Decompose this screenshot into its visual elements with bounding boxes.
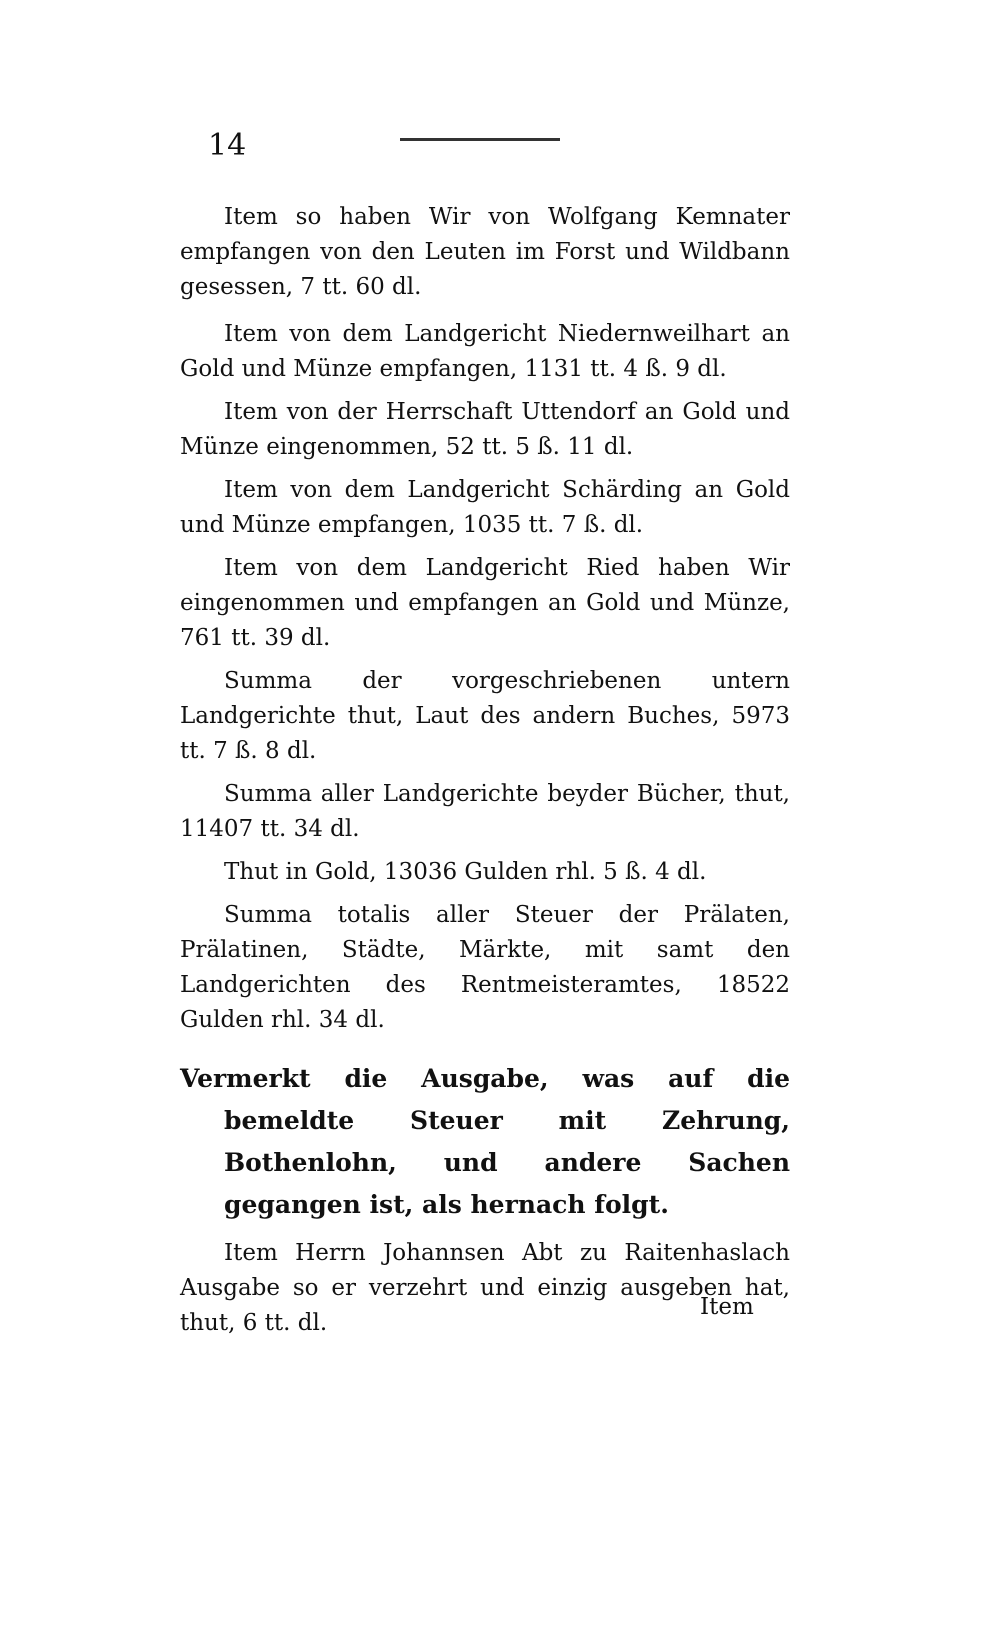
- paragraph-ried: Item von dem Landgericht Ried haben Wir eingenommen und empfangen an Gold und Münze, 761 tt. 39 dl.: [180, 555, 790, 651]
- paragraph-raitenhaslach: Item Herrn Johannsen Abt zu Raitenhaslach Ausgabe so er verzehrt und einzig ausgeben hat, thut, 6 tt. dl.: [180, 1240, 790, 1336]
- paragraph-schaerding: Item von dem Landgericht Schärding an Gold und Münze empfangen, 1035 tt. 7 ß. dl.: [180, 477, 790, 538]
- body-text: [180, 200, 790, 1349]
- paragraph-niedernweilhart: Item von dem Landgericht Niedernweilhart an Gold und Münze empfangen, 1131 tt. 4 ß. 9 dl.: [180, 321, 790, 382]
- header-rule: [400, 138, 560, 141]
- page-number: 14: [208, 128, 247, 163]
- paragraph-thut-in-gold: Thut in Gold, 13036 Gulden rhl. 5 ß. 4 dl.: [224, 859, 707, 885]
- catchword: Item: [700, 1294, 754, 1320]
- paragraph-uttendorf: Item von der Herrschaft Uttendorf an Gold und Münze eingenommen, 52 tt. 5 ß. 11 dl.: [180, 399, 790, 460]
- paragraph-summa-aller: Summa aller Landgerichte beyder Bücher, thut, 11407 tt. 34 dl.: [180, 781, 790, 842]
- section-heading: Vermerkt die Ausgabe, was auf die bemeldte Steuer mit Zehrung, Bothenlohn, und andere Sachen gegangen ist, als hernach folgt.: [180, 1064, 790, 1219]
- paragraph-kemnater: Item so haben Wir von Wolfgang Kemnater empfangen von den Leuten im Forst und Wildbann gesessen, 7 tt. 60 dl.: [180, 204, 790, 300]
- paragraph-summa-untern: Summa der vorgeschriebenen untern Landgerichte thut, Laut des andern Buches, 5973 tt. 7 ß. 8 dl.: [180, 668, 790, 764]
- paragraph-summa-totalis: Summa totalis aller Steuer der Prälaten, Prälatinen, Städte, Märkte, mit samt den Landgerichten des Rentmeisteramtes, 18522 Gulden rhl. 34 dl.: [180, 902, 790, 1033]
